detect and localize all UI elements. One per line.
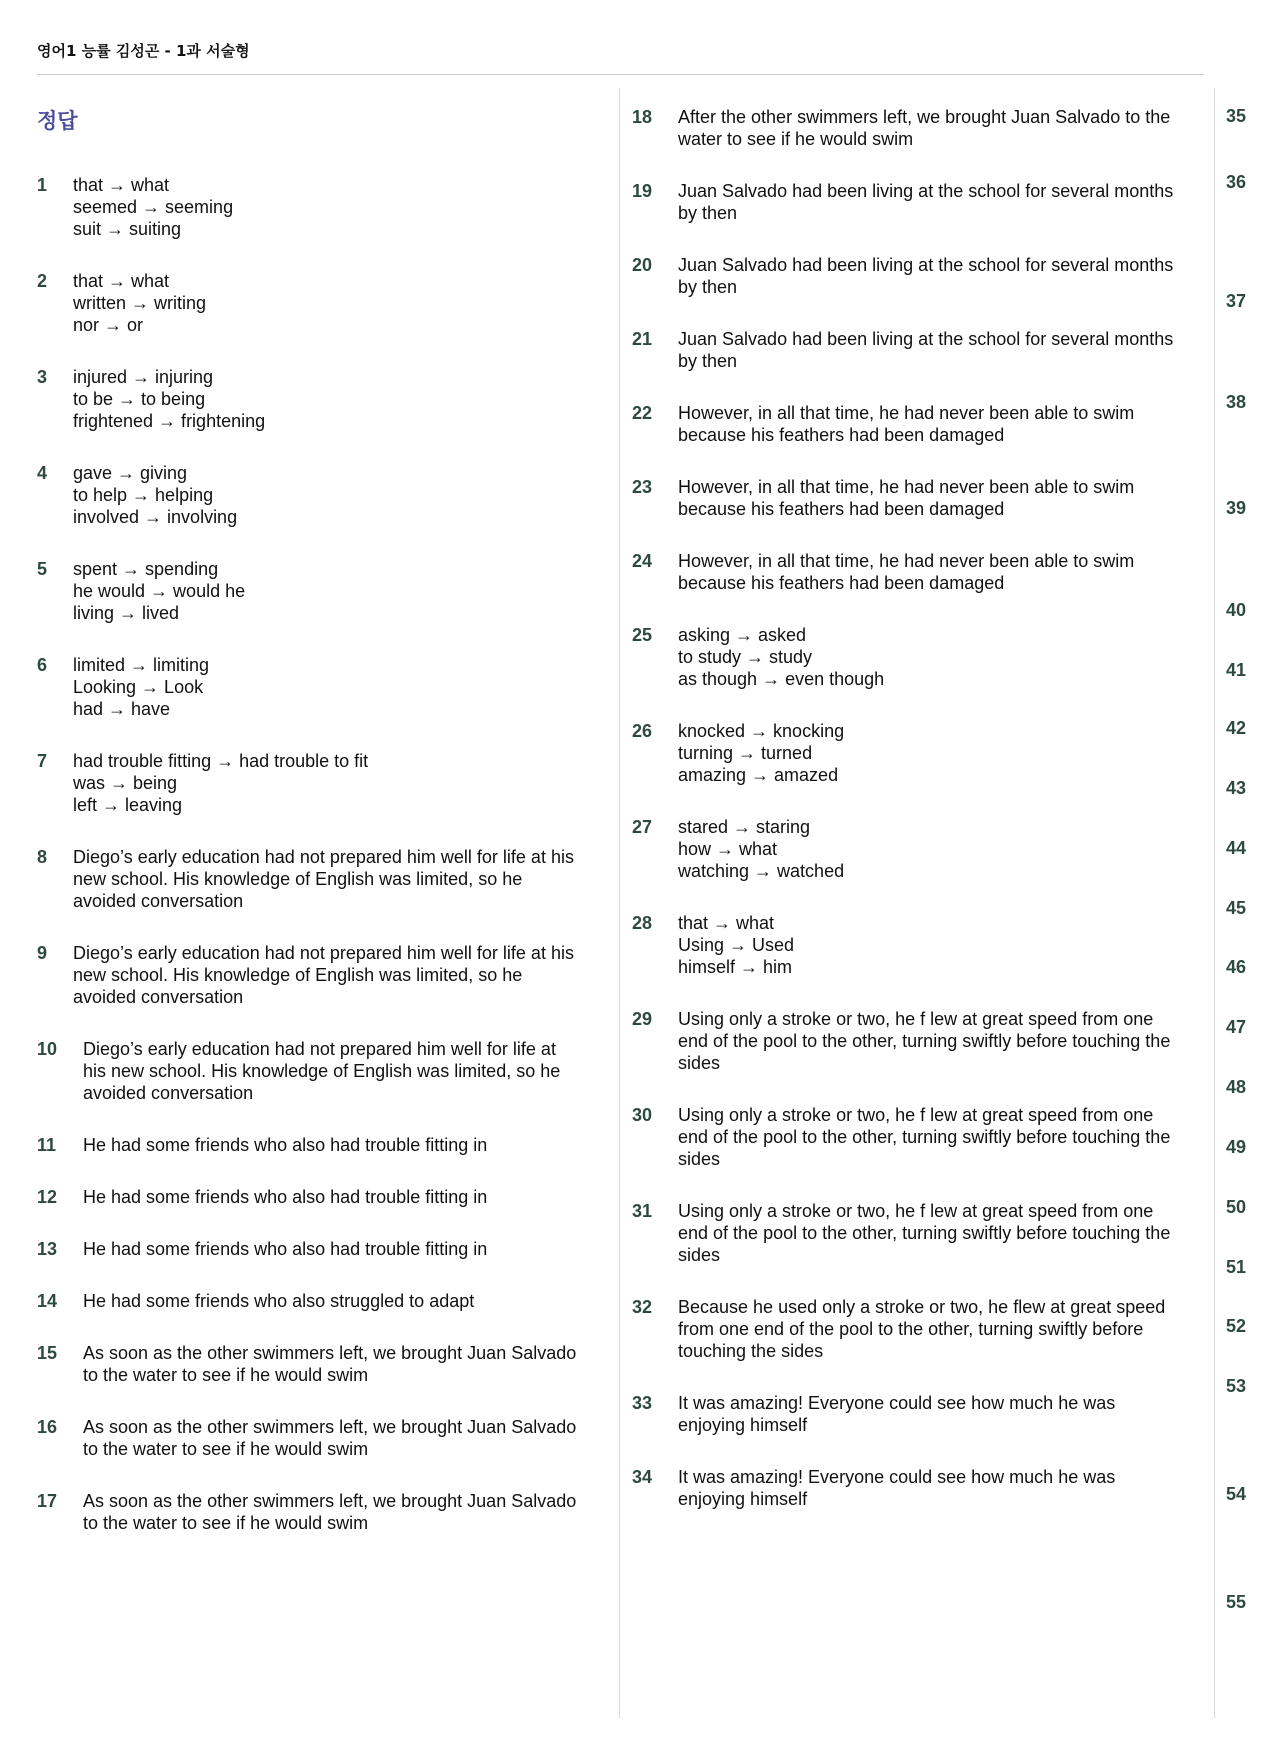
answer-column-2 [632,90,1180,1510]
answer-sentence: He had some friends who also had trouble fitting in [83,1187,488,1207]
answer-content [678,1466,1180,1510]
answer-content [678,1104,1180,1170]
correction-line: spent → spending [73,559,219,579]
correction-line: that → what [73,271,170,291]
correction-line: himself → him [678,957,793,977]
answer-item [632,550,1180,594]
answer-sentence: As soon as the other swimmers left, we brought Juan Salvado to the water to see if he would swim [83,1417,577,1459]
answer-number: 54 [1226,1484,1247,1504]
correction-line: nor → or [73,315,144,335]
answer-number: 32 [632,1297,653,1317]
answer-item [632,476,1180,520]
answer-content [83,1038,582,1104]
answer-sentence: After the other swimmers left, we brought Juan Salvado to the water to see if he would swim [678,107,1171,149]
correction-line: left → leaving [73,795,183,815]
answer-content [83,1490,582,1534]
answer-content [678,816,1180,882]
answer-sentence: It was amazing! Everyone could see how much he was enjoying himself [678,1393,1116,1435]
answer-number: 38 [1226,392,1247,412]
answer-content [83,1290,582,1312]
correction-line: limited → limiting [73,655,210,675]
answer-number: 21 [632,329,653,349]
section-heading: 정답 [37,109,78,133]
answer-item [37,462,582,528]
answer-number: 42 [1226,718,1247,738]
answer-number: 9 [37,943,48,963]
answer-content [83,1134,582,1156]
answer-sentence: Diego’s early education had not prepared him well for life at his new school. His knowledge of English was limited, so he avoided conversation [73,943,574,1007]
answer-content [678,254,1180,298]
answer-number: 25 [632,625,653,645]
answer-content [73,942,582,1008]
answer-number: 6 [37,655,48,675]
correction-line: seemed → seeming [73,197,234,217]
answer-item [37,1186,582,1208]
answer-item [37,1490,582,1534]
answer-number: 51 [1226,1257,1247,1277]
answer-item [37,1038,582,1104]
answer-sentence: However, in all that time, he had never been able to swim because his feathers had been damaged [678,551,1135,593]
correction-line: as though → even though [678,669,885,689]
answer-number: 4 [37,463,48,483]
correction-line: had → have [73,699,171,719]
answer-column-1 [37,90,582,1534]
answer-content [678,912,1180,978]
answer-item [632,1296,1180,1362]
correction-line: that → what [678,913,775,933]
correction-line: was → being [73,773,178,793]
correction-line: stared → staring [678,817,811,837]
correction-line: injured → injuring [73,367,214,387]
answer-sentence: Juan Salvado had been living at the school for several months by then [678,329,1174,371]
answer-content [678,720,1180,786]
correction-line: asking → asked [678,625,807,645]
answer-number: 30 [632,1105,653,1125]
answer-sentence: It was amazing! Everyone could see how much he was enjoying himself [678,1467,1116,1509]
answer-sentence: As soon as the other swimmers left, we brought Juan Salvado to the water to see if he would swim [83,1491,577,1533]
answer-sentence: He had some friends who also had trouble fitting in [83,1239,488,1259]
answer-content [73,270,582,336]
answer-number: 33 [632,1393,653,1413]
answer-content [73,366,582,432]
answer-item [632,624,1180,690]
answer-content [678,1200,1180,1266]
answer-number: 20 [632,255,653,275]
answer-number: 15 [37,1343,58,1363]
correction-line: how → what [678,839,778,859]
document-header [37,40,1204,75]
answer-content [73,558,582,624]
answer-content [678,106,1180,150]
answer-item [37,1238,582,1260]
answer-sentence: However, in all that time, he had never been able to swim because his feathers had been damaged [678,403,1135,445]
answer-number: 24 [632,551,653,571]
answer-item [37,654,582,720]
answer-number: 40 [1226,600,1247,620]
answer-item [632,254,1180,298]
answer-item [632,180,1180,224]
correction-line: knocked → knocking [678,721,845,741]
answer-item [37,1342,582,1386]
answer-number: 3 [37,367,48,387]
correction-line: watching → watched [678,861,845,881]
answer-number: 8 [37,847,48,867]
answer-number: 26 [632,721,653,741]
answer-item [37,846,582,912]
answer-sentence: Because he used only a stroke or two, he flew at great speed from one end of the pool to the other, turning swiftly before touching the sides [678,1297,1166,1361]
correction-line: Looking → Look [73,677,204,697]
answer-content [73,654,582,720]
answer-content [73,846,582,912]
answer-sentence: Juan Salvado had been living at the school for several months by then [678,255,1174,297]
answer-item [632,1104,1180,1170]
correction-line: to be → to being [73,389,206,409]
answer-number: 12 [37,1187,58,1207]
answer-number: 50 [1226,1197,1247,1217]
answer-number: 14 [37,1291,58,1311]
answer-item [632,816,1180,882]
answer-number: 10 [37,1039,58,1059]
answer-number: 13 [37,1239,58,1259]
column-divider-1 [619,88,620,1718]
correction-line: turning → turned [678,743,813,763]
answer-item [37,558,582,624]
answer-item [632,720,1180,786]
answer-item [632,1392,1180,1436]
answer-content [83,1342,582,1386]
answer-item [632,106,1180,150]
answer-number: 2 [37,271,48,291]
correction-line: gave → giving [73,463,188,483]
answer-sentence: Diego’s early education had not prepared him well for life at his new school. His knowledge of English was limited, so he avoided conversation [73,847,574,911]
answer-sentence: However, in all that time, he had never been able to swim because his feathers had been damaged [678,477,1135,519]
answer-content [83,1238,582,1260]
answer-content [678,1008,1180,1074]
answer-sentence: Using only a stroke or two, he f lew at great speed from one end of the pool to the other, turning swiftly before touching the sides [678,1009,1171,1073]
answer-content [73,462,582,528]
answer-number: 39 [1226,498,1247,518]
correction-line: involved → involving [73,507,238,527]
answer-content [678,624,1180,690]
answer-number: 48 [1226,1077,1247,1097]
document-title: 영어1 능률 김성곤 - 1과 서술형 [37,42,250,60]
answer-number: 49 [1226,1137,1247,1157]
answer-number: 22 [632,403,653,423]
answer-content [678,550,1180,594]
answer-number: 35 [1226,106,1247,126]
answer-sentence: He had some friends who also had trouble fitting in [83,1135,488,1155]
answer-content [678,328,1180,372]
answer-number: 11 [37,1135,57,1155]
correction-line: amazing → amazed [678,765,839,785]
answer-number: 52 [1226,1316,1247,1336]
answer-number: 44 [1226,838,1247,858]
answer-content [678,476,1180,520]
answer-number: 19 [632,181,653,201]
correction-line: to study → study [678,647,813,667]
correction-line: suit → suiting [73,219,182,239]
answer-number: 18 [632,107,653,127]
answer-item [37,1416,582,1460]
correction-line: to help → helping [73,485,214,505]
answer-content [678,1392,1180,1436]
answer-number: 34 [632,1467,653,1487]
correction-line: that → what [73,175,170,195]
answer-content [678,1296,1180,1362]
answer-number: 1 [37,175,48,195]
answer-sentence: He had some friends who also struggled to adapt [83,1291,475,1311]
answer-item [37,750,582,816]
answer-item [37,270,582,336]
answer-number: 47 [1226,1017,1247,1037]
answer-item [632,1200,1180,1266]
answer-number: 23 [632,477,653,497]
answer-number: 28 [632,913,653,933]
answer-item [632,1008,1180,1074]
answer-number: 46 [1226,957,1247,977]
answer-content [678,402,1180,446]
correction-line: written → writing [73,293,207,313]
answer-content [83,1186,582,1208]
answer-number: 41 [1226,660,1247,680]
column-divider-2 [1214,88,1215,1718]
answer-item [632,402,1180,446]
answer-number: 29 [632,1009,653,1029]
answer-content [73,174,582,240]
answer-sentence: Juan Salvado had been living at the school for several months by then [678,181,1174,223]
answer-item [37,942,582,1008]
answer-item [37,174,582,240]
answer-item [37,1134,582,1156]
correction-line: had trouble fitting → had trouble to fit [73,751,369,771]
answer-number: 31 [632,1201,653,1221]
answer-number: 53 [1226,1376,1247,1396]
answer-number: 16 [37,1417,58,1437]
answer-sentence: As soon as the other swimmers left, we brought Juan Salvado to the water to see if he would swim [83,1343,577,1385]
answer-number: 37 [1226,291,1247,311]
answer-number: 36 [1226,172,1247,192]
answer-number: 55 [1226,1592,1247,1612]
correction-line: living → lived [73,603,180,623]
answer-item [632,912,1180,978]
answer-number: 17 [37,1491,58,1511]
answer-item [632,328,1180,372]
answer-number: 43 [1226,778,1247,798]
correction-line: he would → would he [73,581,246,601]
answer-item [37,1290,582,1312]
correction-line: Using → Used [678,935,795,955]
answer-content [678,180,1180,224]
answer-number: 45 [1226,898,1247,918]
answer-item [632,1466,1180,1510]
answer-number: 7 [37,751,48,771]
answer-sentence: Diego’s early education had not prepared him well for life at his new school. His knowledge of English was limited, so he avoided conversation [83,1039,561,1103]
answer-number: 5 [37,559,48,579]
correction-line: frightened → frightening [73,411,266,431]
answer-item [37,366,582,432]
answer-content [73,750,582,816]
answer-number: 27 [632,817,653,837]
answer-content [83,1416,582,1460]
answer-sentence: Using only a stroke or two, he f lew at great speed from one end of the pool to the other, turning swiftly before touching the sides [678,1201,1171,1265]
answer-sentence: Using only a stroke or two, he f lew at great speed from one end of the pool to the other, turning swiftly before touching the sides [678,1105,1171,1169]
